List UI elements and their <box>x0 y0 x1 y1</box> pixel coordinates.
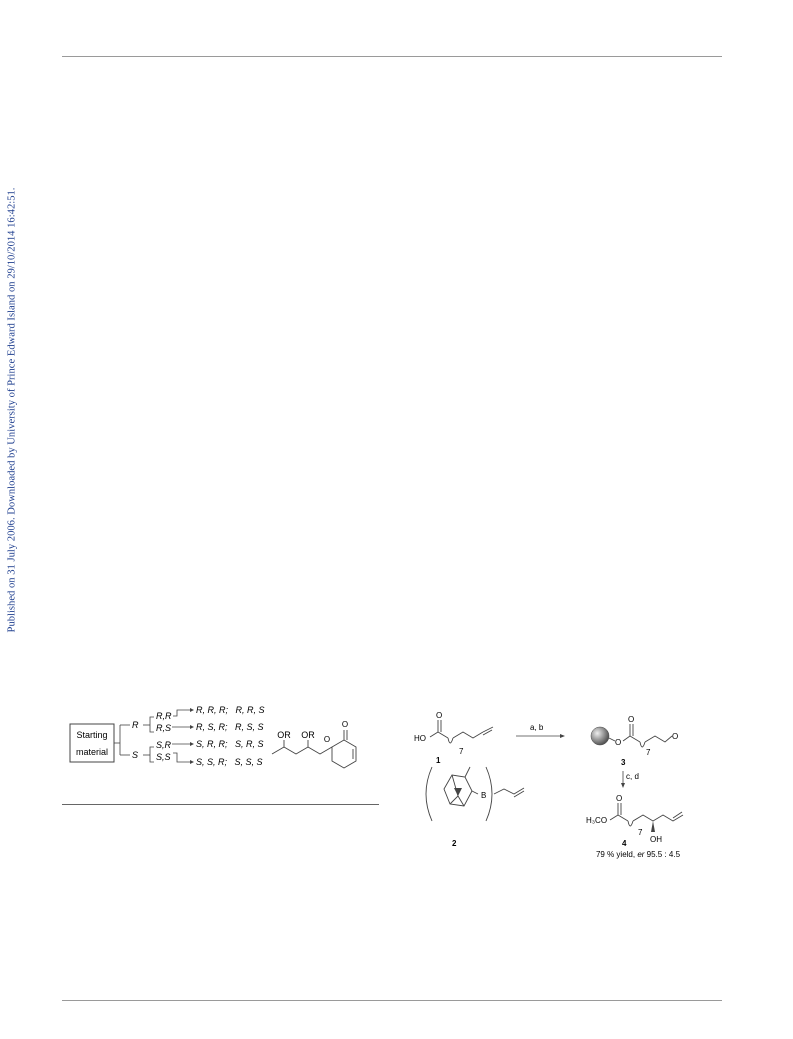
compound-3-repeat: 7 <box>646 748 651 757</box>
resin-bead <box>591 727 609 745</box>
compound-4-hydroxyl: OH <box>650 835 662 844</box>
or-group-1: OR <box>277 730 291 740</box>
compound-3-ester-oxygen: O <box>615 738 622 747</box>
compound-4-structure <box>610 803 683 826</box>
outcome-1: R, R, R; R, R, S <box>196 705 265 715</box>
yield-er: er <box>637 850 645 859</box>
compound-1-repeat: 7 <box>459 747 464 756</box>
synthesis-scheme <box>410 692 710 872</box>
yield-text <box>596 850 681 859</box>
stereo-wedge <box>651 821 655 832</box>
outcome-3: S, R, R; S, R, S <box>196 739 264 749</box>
compound-4-label: 4 <box>622 839 627 848</box>
branch-r-label: R <box>132 720 139 730</box>
compound-2-label: 2 <box>452 839 457 848</box>
tree-lines <box>114 710 190 762</box>
compound-1-hydroxyl: HO <box>414 734 426 743</box>
page-header-rule <box>62 56 722 57</box>
compound-4-methoxy: H₃CO <box>586 816 608 825</box>
scheme-separator-rule <box>62 804 379 805</box>
compound-2-structure <box>426 767 524 821</box>
pair-rr-label: R,R <box>156 711 172 721</box>
branch-s-label: S <box>132 750 139 760</box>
reagents-ab: a, b <box>530 723 544 732</box>
starting-material-label-1: Starting <box>76 730 108 740</box>
reagents-cd: c, d <box>626 772 639 781</box>
compound-4-repeat: 7 <box>638 828 643 837</box>
starting-material-label-2: material <box>75 747 109 757</box>
carbonyl-oxygen: O <box>341 720 349 729</box>
outcome-4: S, S, R; S, S, S <box>196 757 263 767</box>
stereoisomer-tree-scheme <box>62 696 382 776</box>
or-group-2: OR <box>301 730 315 740</box>
pair-rs-label: R,S <box>156 723 172 733</box>
compound-1-structure <box>430 720 493 743</box>
download-watermark-text: Published on 31 July 2006. Downloaded by University of Prince Edward Island on 29/10/2014 16:42:51. <box>6 187 18 633</box>
compound-3-label: 3 <box>621 758 626 767</box>
pair-sr-label: S,R <box>156 740 172 750</box>
compound-4-oxygen: O <box>616 794 623 803</box>
yield-ratio: 95.5 : 4.5 <box>644 850 681 859</box>
outcome-2: R, S, R; R, S, S <box>196 722 264 732</box>
compound-2-boron: B <box>481 791 487 800</box>
ring-oxygen: O <box>323 735 331 744</box>
page-footer-rule <box>62 1000 722 1001</box>
pair-ss-label: S,S <box>156 752 171 762</box>
compound-3-aldehyde-oxygen: O <box>672 732 679 741</box>
yield-prefix: 79 % yield, <box>595 850 638 859</box>
download-watermark <box>0 0 26 1039</box>
compound-3-carbonyl-oxygen: O <box>628 715 635 724</box>
compound-1-oxygen: O <box>436 711 443 720</box>
compound-1-label: 1 <box>436 756 441 765</box>
